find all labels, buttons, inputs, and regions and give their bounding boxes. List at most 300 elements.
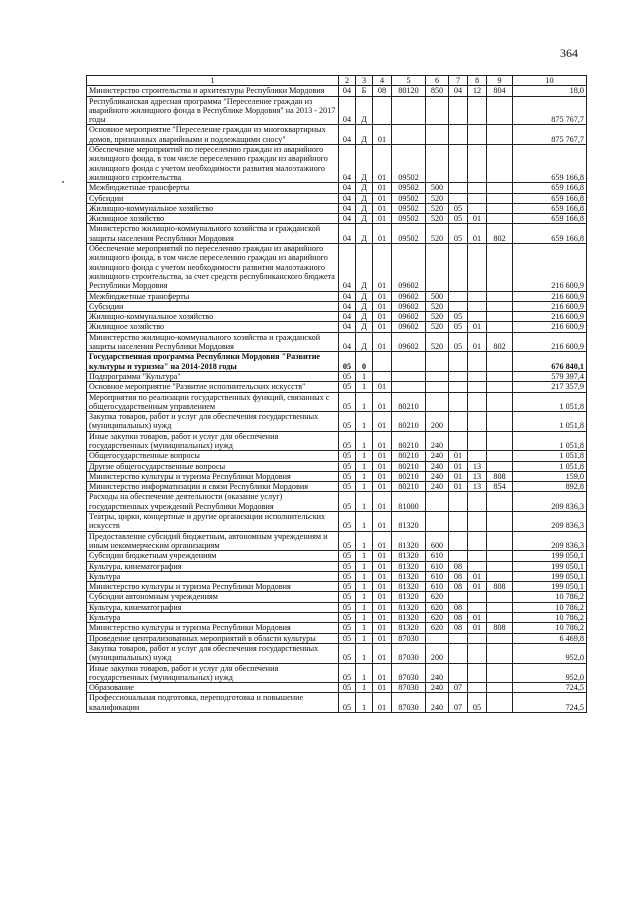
- target-code-cell: 81320: [392, 582, 426, 592]
- subsection-cell: [468, 512, 487, 532]
- table-row: [87, 224, 587, 244]
- table-row: [87, 623, 587, 633]
- amount-cell: 18,0: [513, 86, 587, 96]
- section-cell: [449, 431, 468, 451]
- section-cell: [449, 301, 468, 311]
- section-cell: 08: [449, 582, 468, 592]
- expense-type-cell: 200: [426, 643, 449, 663]
- code-cell: 04: [339, 125, 356, 145]
- section-cell: [449, 663, 468, 683]
- target-code-cell: 80210: [392, 392, 426, 412]
- subsection-cell: [468, 291, 487, 301]
- code-cell: 05: [339, 633, 356, 643]
- code-cell: 0: [356, 352, 373, 372]
- target-code-cell: 81320: [392, 531, 426, 551]
- expense-type-cell: 240: [426, 693, 449, 713]
- expense-type-cell: 600: [426, 531, 449, 551]
- expense-type-cell: 240: [426, 482, 449, 492]
- table-row: [87, 582, 587, 592]
- amount-cell: 659 166,8: [513, 224, 587, 244]
- item-name-cell: Субсидии автономным учреждениям: [87, 592, 339, 602]
- code-cell: 01: [373, 382, 392, 392]
- table-row: [87, 203, 587, 213]
- subsection-cell: 05: [468, 693, 487, 713]
- code-cell: 05: [339, 693, 356, 713]
- subsection-cell: 01: [468, 623, 487, 633]
- code-cell: 1: [356, 551, 373, 561]
- code-cell: 1: [356, 693, 373, 713]
- item-name-cell: Культура, кинематография: [87, 602, 339, 612]
- code-cell: 01: [373, 531, 392, 551]
- code-cell: 01: [373, 193, 392, 203]
- section-cell: [449, 551, 468, 561]
- code-cell: 01: [373, 125, 392, 145]
- item-name-cell: Расходы на обеспечение деятельности (оказание услуг) государственных учреждений Республики Мордовия: [87, 492, 339, 512]
- code-cell: 04: [339, 183, 356, 193]
- code-cell: 05: [339, 451, 356, 461]
- expense-type-cell: 520: [426, 322, 449, 332]
- code-cell: 01: [373, 214, 392, 224]
- code-cell: 04: [339, 291, 356, 301]
- expense-type-cell: 500: [426, 291, 449, 301]
- code-cell: 01: [373, 582, 392, 592]
- subsection-cell: 13: [468, 482, 487, 492]
- code-cell: 1: [356, 392, 373, 412]
- code-cell: 05: [339, 392, 356, 412]
- code-cell: 01: [373, 592, 392, 602]
- ministry-code-cell: [487, 322, 513, 332]
- expense-type-cell: 620: [426, 623, 449, 633]
- item-name-cell: Общегосударственные вопросы: [87, 451, 339, 461]
- amount-cell: 724,5: [513, 693, 587, 713]
- code-cell: 05: [339, 371, 356, 381]
- code-cell: 01: [373, 451, 392, 461]
- subsection-cell: [468, 371, 487, 381]
- ministry-code-cell: 802: [487, 332, 513, 352]
- code-cell: 1: [356, 461, 373, 471]
- code-cell: 1: [356, 592, 373, 602]
- target-code-cell: [392, 371, 426, 381]
- code-cell: 1: [356, 633, 373, 643]
- ministry-code-cell: [487, 183, 513, 193]
- table-row: [87, 683, 587, 693]
- table-row: [87, 332, 587, 352]
- table-row: [87, 244, 587, 291]
- code-cell: [373, 352, 392, 372]
- expense-type-cell: 240: [426, 451, 449, 461]
- code-cell: 04: [339, 332, 356, 352]
- expense-type-cell: 520: [426, 312, 449, 322]
- header-cell: 4: [373, 76, 392, 86]
- code-cell: 05: [339, 663, 356, 683]
- item-name-cell: Жилищно-коммунальное хозяйство: [87, 203, 339, 213]
- header-cell: 6: [426, 76, 449, 86]
- table-row: [87, 482, 587, 492]
- table-row: [87, 492, 587, 512]
- section-cell: 01: [449, 482, 468, 492]
- ministry-code-cell: [487, 203, 513, 213]
- code-cell: 01: [373, 492, 392, 512]
- item-name-cell: Жилищное хозяйство: [87, 214, 339, 224]
- header-cell: 9: [487, 76, 513, 86]
- amount-cell: 6 469,8: [513, 633, 587, 643]
- code-cell: 01: [373, 482, 392, 492]
- section-cell: [449, 183, 468, 193]
- code-cell: 01: [373, 663, 392, 683]
- code-cell: 04: [339, 214, 356, 224]
- table-row: [87, 602, 587, 612]
- section-cell: 07: [449, 683, 468, 693]
- code-cell: 1: [356, 371, 373, 381]
- section-cell: 08: [449, 613, 468, 623]
- code-cell: 05: [339, 461, 356, 471]
- code-cell: Д: [356, 291, 373, 301]
- item-name-cell: Обеспечение мероприятий по переселению граждан из аварийного жилищного фонда, в том числе переселению граждан из аварийного жилищного фонда с учетом необходимости развития малоэтажного жилищного строительства: [87, 145, 339, 183]
- section-cell: [449, 392, 468, 412]
- table-body: [87, 86, 587, 713]
- expense-type-cell: [426, 125, 449, 145]
- ministry-code-cell: [487, 561, 513, 571]
- amount-cell: 579 397,4: [513, 371, 587, 381]
- code-cell: 1: [356, 683, 373, 693]
- target-code-cell: 09502: [392, 193, 426, 203]
- amount-cell: 1 051,8: [513, 392, 587, 412]
- code-cell: 01: [373, 392, 392, 412]
- table-row: [87, 96, 587, 125]
- ministry-code-cell: [487, 214, 513, 224]
- code-cell: 05: [339, 471, 356, 481]
- expense-type-cell: 240: [426, 431, 449, 451]
- code-cell: 01: [373, 244, 392, 291]
- subsection-cell: [468, 551, 487, 561]
- item-name-cell: Другие общегосударственные вопросы: [87, 461, 339, 471]
- target-code-cell: 80210: [392, 461, 426, 471]
- code-cell: 1: [356, 512, 373, 532]
- code-cell: 01: [373, 203, 392, 213]
- expense-type-cell: 520: [426, 301, 449, 311]
- expense-type-cell: 500: [426, 183, 449, 193]
- amount-cell: 216 600,9: [513, 291, 587, 301]
- code-cell: 01: [373, 613, 392, 623]
- table-row: [87, 183, 587, 193]
- item-name-cell: Обеспечение мероприятий по переселению граждан из аварийного жилищного фонда, в том числе переселению граждан из аварийного жилищного фонда с учетом необходимости развития малоэтажного жилищного строительства, за счет средств республиканского бюджета Республики Мордовия: [87, 244, 339, 291]
- code-cell: 01: [373, 551, 392, 561]
- section-cell: 08: [449, 623, 468, 633]
- expense-type-cell: 240: [426, 663, 449, 683]
- item-name-cell: Республиканская адресная программа "Переселение граждан из аварийного жилищного фонда в Республике Мордовия" на 2013 - 2017 годы: [87, 96, 339, 125]
- amount-cell: 216 600,9: [513, 244, 587, 291]
- header-cell: 3: [356, 76, 373, 86]
- code-cell: 05: [339, 431, 356, 451]
- item-name-cell: Государственная программа Республики Мордовия "Развитие культуры и туризма" на 2014-2018 годы: [87, 352, 339, 372]
- section-cell: [449, 492, 468, 512]
- expense-type-cell: [426, 392, 449, 412]
- amount-cell: 216 600,9: [513, 312, 587, 322]
- ministry-code-cell: [487, 643, 513, 663]
- subsection-cell: 13: [468, 461, 487, 471]
- code-cell: Д: [356, 125, 373, 145]
- code-cell: 01: [373, 471, 392, 481]
- section-cell: [449, 145, 468, 183]
- table-row: [87, 193, 587, 203]
- section-cell: 05: [449, 203, 468, 213]
- code-cell: 05: [339, 602, 356, 612]
- ministry-code-cell: [487, 382, 513, 392]
- code-cell: 1: [356, 561, 373, 571]
- subsection-cell: [468, 145, 487, 183]
- table-row: [87, 371, 587, 381]
- amount-cell: 875 767,7: [513, 125, 587, 145]
- code-cell: 01: [373, 571, 392, 581]
- code-cell: 01: [373, 693, 392, 713]
- subsection-cell: [468, 392, 487, 412]
- section-cell: [449, 125, 468, 145]
- table-row: [87, 531, 587, 551]
- code-cell: 05: [339, 531, 356, 551]
- target-code-cell: 09502: [392, 203, 426, 213]
- amount-cell: 676 840,1: [513, 352, 587, 372]
- section-cell: 01: [449, 451, 468, 461]
- code-cell: 01: [373, 623, 392, 633]
- amount-cell: 216 600,9: [513, 301, 587, 311]
- table-row: [87, 412, 587, 432]
- code-cell: 01: [373, 431, 392, 451]
- expense-type-cell: [426, 145, 449, 183]
- code-cell: 05: [339, 561, 356, 571]
- section-cell: [449, 371, 468, 381]
- amount-cell: 199 050,1: [513, 582, 587, 592]
- table-row: [87, 663, 587, 683]
- table-row: [87, 382, 587, 392]
- ministry-code-cell: [487, 96, 513, 125]
- code-cell: 01: [373, 183, 392, 193]
- target-code-cell: 81320: [392, 602, 426, 612]
- ministry-code-cell: [487, 291, 513, 301]
- code-cell: Д: [356, 301, 373, 311]
- target-code-cell: 80210: [392, 412, 426, 432]
- code-cell: 08: [373, 86, 392, 96]
- target-code-cell: 09602: [392, 332, 426, 352]
- amount-cell: 10 786,2: [513, 613, 587, 623]
- expense-type-cell: 520: [426, 224, 449, 244]
- target-code-cell: 80210: [392, 482, 426, 492]
- target-code-cell: 09502: [392, 183, 426, 193]
- amount-cell: 1 051,8: [513, 412, 587, 432]
- item-name-cell: Мероприятия по реализации государственных функций, связанных с общегосударственным управлением: [87, 392, 339, 412]
- subsection-cell: 01: [468, 613, 487, 623]
- code-cell: 01: [373, 633, 392, 643]
- target-code-cell: 87030: [392, 633, 426, 643]
- code-cell: 01: [373, 332, 392, 352]
- item-name-cell: Межбюджетные трансферты: [87, 183, 339, 193]
- amount-cell: 1 051,8: [513, 461, 587, 471]
- code-cell: 1: [356, 643, 373, 663]
- ministry-code-cell: [487, 531, 513, 551]
- target-code-cell: 81320: [392, 512, 426, 532]
- subsection-cell: [468, 412, 487, 432]
- amount-cell: 216 600,9: [513, 332, 587, 352]
- amount-cell: 159,0: [513, 471, 587, 481]
- code-cell: 05: [339, 643, 356, 663]
- amount-cell: 659 166,8: [513, 183, 587, 193]
- ministry-code-cell: 854: [487, 482, 513, 492]
- item-name-cell: Образование: [87, 683, 339, 693]
- expense-type-cell: 240: [426, 683, 449, 693]
- subsection-cell: [468, 561, 487, 571]
- table-row: [87, 461, 587, 471]
- code-cell: 04: [339, 193, 356, 203]
- code-cell: 04: [339, 312, 356, 322]
- table-row: [87, 301, 587, 311]
- code-cell: 05: [339, 683, 356, 693]
- code-cell: [373, 371, 392, 381]
- code-cell: 1: [356, 531, 373, 551]
- amount-cell: 217 357,9: [513, 382, 587, 392]
- expense-type-cell: 610: [426, 582, 449, 592]
- item-name-cell: Подпрограмма "Культура": [87, 371, 339, 381]
- code-cell: 04: [339, 322, 356, 332]
- code-cell: 01: [373, 683, 392, 693]
- amount-cell: 199 050,1: [513, 551, 587, 561]
- code-cell: 1: [356, 451, 373, 461]
- section-cell: [449, 291, 468, 301]
- item-name-cell: Основное мероприятие "Развитие исполнительских искусств": [87, 382, 339, 392]
- subsection-cell: 12: [468, 86, 487, 96]
- target-code-cell: [392, 96, 426, 125]
- subsection-cell: [468, 451, 487, 461]
- target-code-cell: 81320: [392, 571, 426, 581]
- section-cell: 08: [449, 571, 468, 581]
- table-row: [87, 291, 587, 301]
- target-code-cell: 09502: [392, 214, 426, 224]
- target-code-cell: 09602: [392, 312, 426, 322]
- amount-cell: 199 050,1: [513, 571, 587, 581]
- amount-cell: 10 786,2: [513, 623, 587, 633]
- ministry-code-cell: [487, 451, 513, 461]
- subsection-cell: [468, 633, 487, 643]
- item-name-cell: Субсидии: [87, 193, 339, 203]
- target-code-cell: 09502: [392, 224, 426, 244]
- target-code-cell: 87030: [392, 683, 426, 693]
- code-cell: Д: [356, 96, 373, 125]
- header-cell: 1: [87, 76, 339, 86]
- code-cell: Б: [356, 86, 373, 96]
- section-cell: 05: [449, 322, 468, 332]
- section-cell: 08: [449, 561, 468, 571]
- subsection-cell: [468, 382, 487, 392]
- table-row: [87, 592, 587, 602]
- code-cell: 1: [356, 431, 373, 451]
- code-cell: 01: [373, 561, 392, 571]
- table-row: [87, 561, 587, 571]
- subsection-cell: [468, 352, 487, 372]
- item-name-cell: Культура, кинематография: [87, 561, 339, 571]
- target-code-cell: 80210: [392, 431, 426, 451]
- code-cell: 01: [373, 322, 392, 332]
- ministry-code-cell: [487, 602, 513, 612]
- table-row: [87, 451, 587, 461]
- code-cell: 05: [339, 592, 356, 602]
- code-cell: 05: [339, 492, 356, 512]
- ministry-code-cell: [487, 352, 513, 372]
- subsection-cell: [468, 531, 487, 551]
- expense-type-cell: [426, 371, 449, 381]
- table-row: [87, 86, 587, 96]
- expense-type-cell: [426, 633, 449, 643]
- code-cell: 01: [373, 412, 392, 432]
- section-cell: 05: [449, 312, 468, 322]
- section-cell: 08: [449, 602, 468, 612]
- target-code-cell: 81320: [392, 592, 426, 602]
- subsection-cell: [468, 96, 487, 125]
- code-cell: 1: [356, 482, 373, 492]
- amount-cell: 952,0: [513, 643, 587, 663]
- expense-type-cell: 240: [426, 461, 449, 471]
- code-cell: 1: [356, 623, 373, 633]
- expense-type-cell: 620: [426, 602, 449, 612]
- subsection-cell: [468, 492, 487, 512]
- item-name-cell: Театры, цирки, концертные и другие организации исполнительских искусств: [87, 512, 339, 532]
- target-code-cell: 87030: [392, 663, 426, 683]
- ministry-code-cell: 808: [487, 623, 513, 633]
- ministry-code-cell: [487, 492, 513, 512]
- code-cell: Д: [356, 312, 373, 322]
- header-cell: 8: [468, 76, 487, 86]
- ministry-code-cell: 808: [487, 471, 513, 481]
- expense-type-cell: [426, 352, 449, 372]
- subsection-cell: [468, 312, 487, 322]
- subsection-cell: [468, 643, 487, 663]
- code-cell: 01: [373, 512, 392, 532]
- ministry-code-cell: 802: [487, 224, 513, 244]
- section-cell: 05: [449, 224, 468, 244]
- item-name-cell: Предоставление субсидий бюджетным, автономным учреждениям и иным некоммерческим организациям: [87, 531, 339, 551]
- expense-type-cell: 520: [426, 214, 449, 224]
- code-cell: 01: [373, 145, 392, 183]
- section-cell: 01: [449, 471, 468, 481]
- code-cell: 04: [339, 224, 356, 244]
- target-code-cell: 80210: [392, 471, 426, 481]
- ministry-code-cell: [487, 371, 513, 381]
- code-cell: Д: [356, 224, 373, 244]
- expense-type-cell: 520: [426, 332, 449, 352]
- subsection-cell: [468, 431, 487, 451]
- subsection-cell: 01: [468, 582, 487, 592]
- amount-cell: 724,5: [513, 683, 587, 693]
- item-name-cell: Субсидии бюджетным учреждениям: [87, 551, 339, 561]
- table-row: [87, 471, 587, 481]
- ministry-code-cell: [487, 244, 513, 291]
- code-cell: 05: [339, 571, 356, 581]
- page-number: 364: [560, 46, 578, 60]
- target-code-cell: 09602: [392, 301, 426, 311]
- subsection-cell: 01: [468, 224, 487, 244]
- ministry-code-cell: [487, 392, 513, 412]
- amount-cell: 209 836,3: [513, 512, 587, 532]
- item-name-cell: Культура: [87, 613, 339, 623]
- code-cell: 1: [356, 582, 373, 592]
- ministry-code-cell: [487, 551, 513, 561]
- header-row: [87, 76, 587, 86]
- code-cell: 1: [356, 613, 373, 623]
- code-cell: Д: [356, 203, 373, 213]
- code-cell: 05: [339, 551, 356, 561]
- table-row: [87, 145, 587, 183]
- item-name-cell: Проведение централизованных мероприятий в области культуры: [87, 633, 339, 643]
- code-cell: 01: [373, 301, 392, 311]
- table-row: [87, 571, 587, 581]
- target-code-cell: 81320: [392, 551, 426, 561]
